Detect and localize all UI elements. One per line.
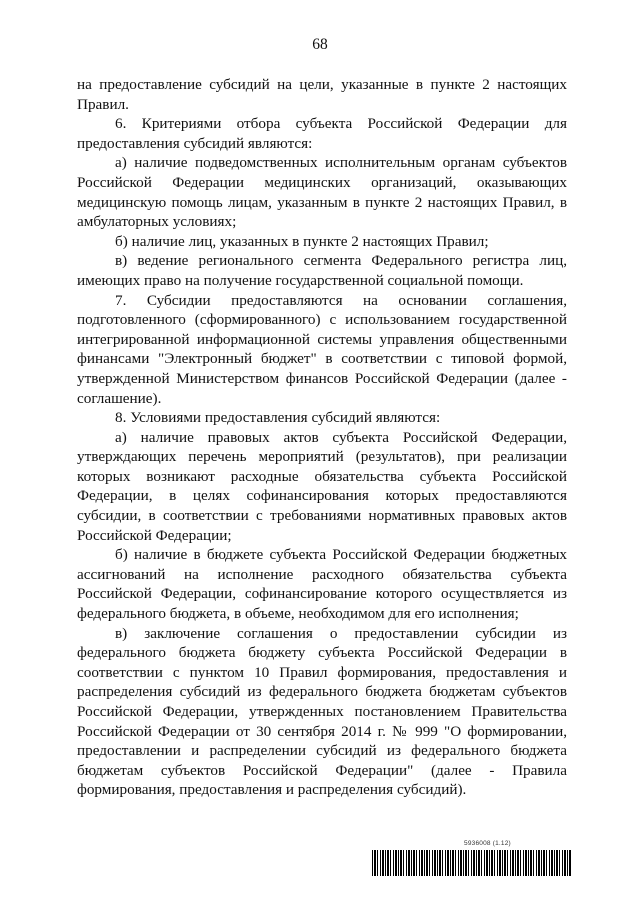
barcode-icon: [372, 850, 572, 876]
paragraph-clause-6v: в) ведение регионального сегмента Федерального регистра лиц, имеющих право на получение государственной социальной помощи.: [77, 252, 567, 289]
paragraph-clause-8v: в) заключение соглашения о предоставлении субсидии из федерального бюджета бюджету субъекта Российской Федерации в соответствии с пунктом 10 Правил формирования, предоставления и распределения субсидий из федерального бюджета бюджетам субъектов Российской Федерации, утвержденных постановлением Правительства Российской Федерации от 30 сентября 2014 г. № 999 "О формировании, предоставлении и распределении субсидий из федерального бюджета бюджетам субъектов Российской Федерации" (далее - Правила формирования, предоставления и распределения субсидий).: [77, 624, 567, 799]
paragraph-clause-7: 7. Субсидии предоставляются на основании соглашения, подготовленного (сформированного) с использованием государственной интегрированной информационной системы управления общественными финансами "Электронный бюджет" в соответствии с типовой формой, утвержденной Министерством финансов Российской Федерации (далее - соглашение).: [77, 291, 567, 407]
paragraph-clause-8: 8. Условиями предоставления субсидий являются:: [115, 409, 441, 427]
paragraph-clause-6a: а) наличие подведомственных исполнительным органам субъектов Российской Федерации медицинских организаций, оказывающих медицинскую помощь лицам, указанным в пункте 2 настоящих Правил, в амбулаторных условиях;: [77, 154, 567, 231]
paragraph-clause-8b: б) наличие в бюджете субъекта Российской Федерации бюджетных ассигнований на исполнение расходного обязательства субъекта Российской Федерации, софинансирование которого осуществляется из федерального бюджета, в объеме, необходимом для его исполнения;: [77, 546, 567, 623]
page-number: 68: [312, 36, 328, 53]
paragraph-continuation: на предоставление субсидий на цели, указанные в пункте 2 настоящих Правил.: [77, 76, 567, 113]
document-body: [77, 75, 567, 800]
barcode-caption: 5936008 (1.12): [464, 840, 511, 847]
paragraph-clause-6b: б) наличие лиц, указанных в пункте 2 настоящих Правил;: [115, 232, 489, 250]
paragraph-clause-8a: а) наличие правовых актов субъекта Российской Федерации, утверждающих перечень мероприятий (результатов), при реализации которых возникают расходные обязательства субъекта Российской Федерации, в целях софинансирования которых предоставляются субсидии, в соответствии с требованиями нормативных правовых актов Российской Федерации;: [77, 428, 567, 544]
barcode-block: [372, 840, 572, 878]
paragraph-clause-6: 6. Критериями отбора субъекта Российской Федерации для предоставления субсидий являются:: [77, 115, 567, 152]
